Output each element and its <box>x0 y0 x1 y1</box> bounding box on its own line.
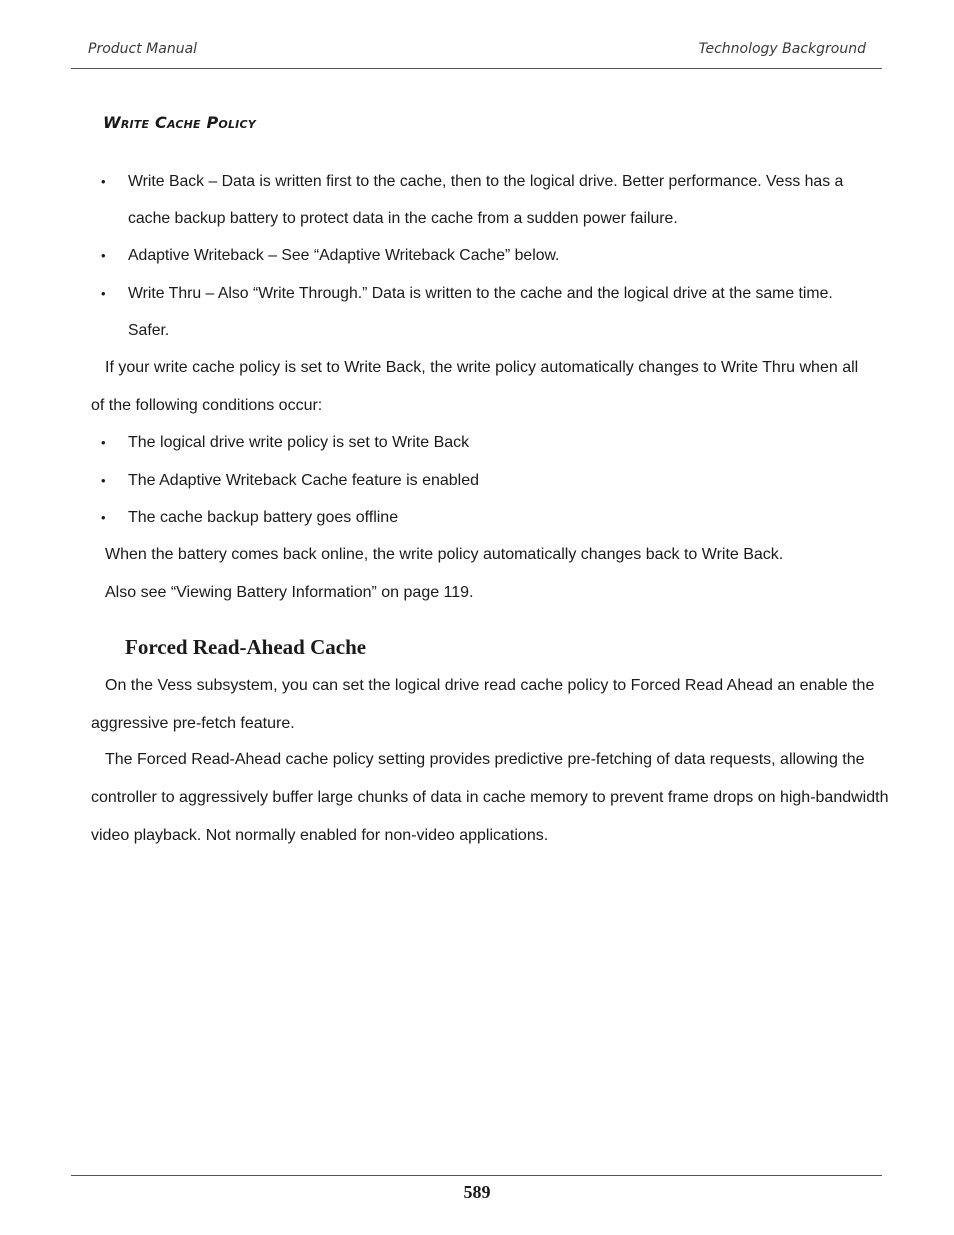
subsection-title: Forced Read-Ahead Cache <box>125 635 367 659</box>
paragraph-battery-online: When the battery comes back online, the write policy automatically changes back to Write Back. <box>105 546 784 563</box>
running-header-left: Product Manual <box>88 41 198 57</box>
bullet-marker: • <box>101 473 106 488</box>
bullet-write-thru-line1: Write Thru – Also “Write Through.” Data is written to the cache and the logical drive at the same time. <box>128 285 833 302</box>
paragraph-conditions-line2: of the following conditions occur: <box>91 397 323 414</box>
bullet-write-thru-line2: Safer. <box>128 322 170 339</box>
bullet-write-back-line1: Write Back – Data is written first to the cache, then to the logical drive. Better performance. Vess has a <box>128 173 844 190</box>
bullet-marker: • <box>101 435 106 450</box>
paragraph-forced-read-line2: controller to aggressively buffer large chunks of data in cache memory to prevent frame drops on high-bandwidth <box>91 789 889 806</box>
paragraph-conditions-line1: If your write cache policy is set to Write Back, the write policy automatically changes to Write Thru when all <box>105 359 859 376</box>
bullet-marker: • <box>101 286 106 301</box>
bullet-condition-3: The cache backup battery goes offline <box>128 509 399 526</box>
paragraph-vess-line2: aggressive pre-fetch feature. <box>91 715 295 732</box>
bullet-adaptive-writeback: Adaptive Writeback – See “Adaptive Writeback Cache” below. <box>128 247 560 264</box>
bullet-marker: • <box>101 248 106 263</box>
bullet-condition-2: The Adaptive Writeback Cache feature is enabled <box>128 472 480 489</box>
bullet-marker: • <box>101 174 106 189</box>
running-header-right: Technology Background <box>698 41 866 57</box>
header-rule <box>71 68 882 69</box>
bullet-condition-1: The logical drive write policy is set to Write Back <box>128 434 470 451</box>
paragraph-forced-read-line3: video playback. Not normally enabled for non-video applications. <box>91 827 549 844</box>
bullet-write-back-line2: cache backup battery to protect data in the cache from a sudden power failure. <box>128 210 678 227</box>
paragraph-vess-line1: On the Vess subsystem, you can set the logical drive read cache policy to Forced Read Ahead an enable the <box>105 677 875 694</box>
footer-rule <box>71 1175 882 1176</box>
bullet-marker: • <box>101 510 106 525</box>
section-title: Write Cache Policy <box>103 113 256 132</box>
page-number: 589 <box>463 1182 491 1202</box>
paragraph-forced-read-line1: The Forced Read-Ahead cache policy setting provides predictive pre-fetching of data requests, allowing the <box>105 751 865 768</box>
paragraph-see-also: Also see “Viewing Battery Information” on page 119. <box>105 584 474 601</box>
